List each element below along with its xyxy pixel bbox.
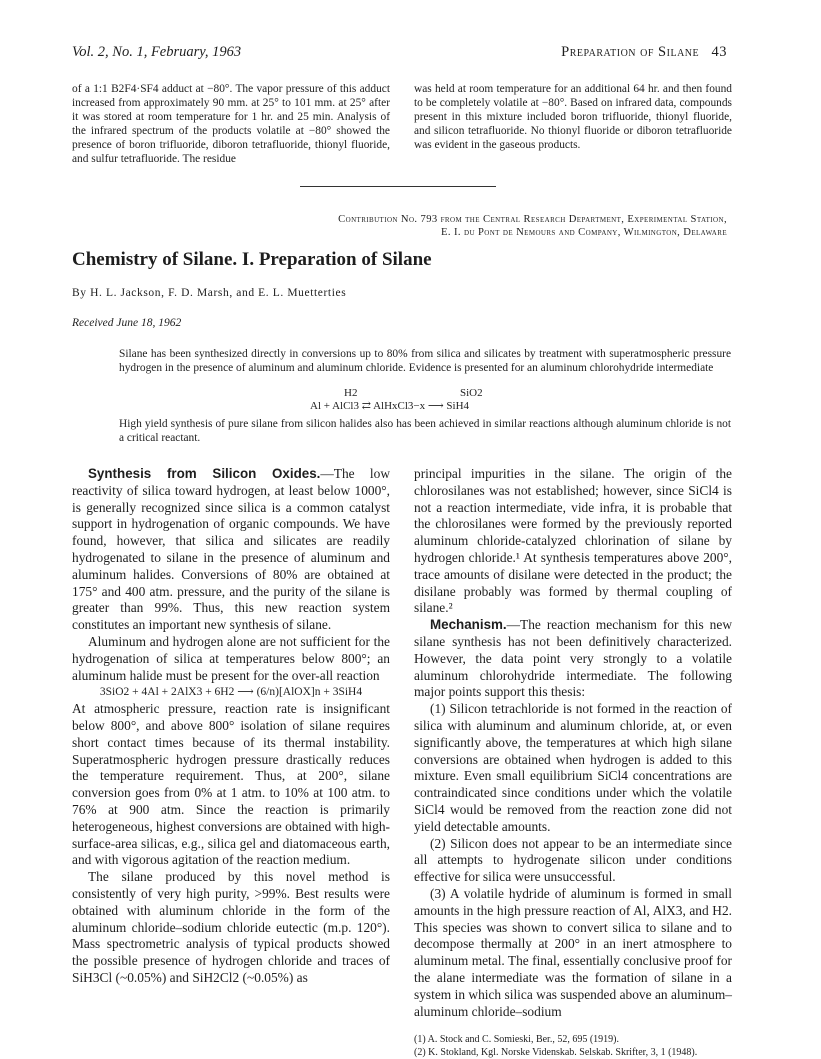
- continuation-right: was held at room temperature for an additional 64 hr. and then found to be completely volatile at −80°. Based on infrared data, compounds present in this mixture included boron trifluoride, thionyl fluoride, and silicon tetrafluoride. No thionyl fluoride or diboron tetrafluoride was evident in the gaseous products.: [414, 83, 732, 151]
- left-paragraph-4: The silane produced by this novel method is consistently of very high purity, >99%. Best results were obtained with aluminum chloride in the form of the aluminum chloride–sodium chloride eutectic (m.p. 120°). Mass spectrometric analysis of typical products showed the possible presence of hydrogen chloride and traces of SiH3Cl (~0.05%) and SiH2Cl2 (~0.05%) as: [72, 869, 390, 985]
- running-header: [561, 44, 727, 61]
- scheme-equation: Al + AlCl3 ⇄ AlHxCl3−x ⟶ SiH4: [310, 400, 470, 412]
- footnote-2: (2) K. Stokland, Kgl. Norske Videnskab. Selskab. Skrifter, 3, 1 (1948).: [414, 1046, 698, 1058]
- scheme-reagent-h2: H2: [344, 387, 358, 399]
- section-heading-synthesis: Synthesis from Silicon Oxides.: [88, 466, 321, 481]
- running-title: Preparation of Silane: [561, 44, 700, 60]
- left-paragraph-3: At atmospheric pressure, reaction rate is insignificant below 800°, and above 800° isolation of silane requires short contact times because of its thermal instability. Superatmospheric hydrogen pressure drastically reduces the temperature requirement. Thus, at 200°, silane conversion goes from 0% at 1 atm. to 10% at 100 atm. to 76% at 900 atm. Since the reaction is primarily heterogeneous, highest conversions are obtained with high-surface-area silicas, e.g., silica gel and diatomaceous earth, and with vigorous agitation of the reaction medium.: [72, 701, 390, 868]
- main-body: [72, 466, 732, 1058]
- left-paragraph-2: Aluminum and hydrogen alone are not sufficient for the hydrogenation of silica at temperatures below 800°; an aluminum halide must be present for the over-all reaction: [72, 633, 390, 683]
- reaction-equation: 3SiO2 + 4Al + 2AlX3 + 6H2 ⟶ (6/n)[AlOX]n + 3SiH4: [99, 686, 363, 699]
- left-paragraph-1: —The low reactivity of silica toward hydrogen, at least below 1000°, is generally recognized since silica is a common catalyst support in hydrogenation of organic compounds. We have found, however, that silica and silicates are readily hydrogenated to silane in the presence of aluminum and aluminum halides. Conversions of 80% are obtained at 175° and 400 atm. pressure, and the purity of the silane is greater than 99%. Thus, this new reaction system constitutes an important new synthesis of silane.: [72, 466, 390, 633]
- journal-issue: Vol. 2, No. 1, February, 1963: [72, 44, 242, 60]
- contribution-line-1: Contribution No. 793 from the Central Research Department, Experimental Station,: [338, 214, 727, 225]
- footnotes: [414, 1034, 732, 1059]
- right-paragraph-4: (2) Silicon does not appear to be an intermediate since all attempts to hydrogenate silicon under conditions effective for silica were unsuccessful.: [414, 835, 732, 885]
- right-paragraph-2: —The reaction mechanism for this new silane synthesis has not been definitively characterized. However, the data point very strongly to a volatile aluminum chlorohydride intermediate. The following major points support this thesis:: [414, 617, 732, 700]
- contribution-line-2: E. I. du Pont de Nemours and Company, Wilmington, Delaware: [441, 227, 727, 238]
- received-date: Received June 18, 1962: [72, 317, 182, 329]
- section-divider: [300, 186, 496, 187]
- article-authors: By H. L. Jackson, F. D. Marsh, and E. L. Muetterties: [72, 287, 347, 299]
- continuation-block: [72, 82, 732, 182]
- right-paragraph-5: (3) A volatile hydride of aluminum is formed in small amounts in the high pressure reaction of Al, AlX3, and H2. This species was shown to convert silica to silane and to decompose thermally at 200° in an inert atmosphere to aluminum metal. The final, essentially conclusive proof for the alane intermediate was the formation of silane in a system in which silica was suspended above an aluminum–aluminum chloride–sodium: [414, 885, 732, 1019]
- abstract-scheme: [310, 387, 550, 412]
- contribution-note: [338, 213, 727, 239]
- continuation-left: of a 1:1 B2F4·SF4 adduct at −80°. The vapor pressure of this adduct increased from approximately 90 mm. at 25° to 101 mm. at 25° after it was stored at room temperature for 1 hr. and 25 min. Analysis of the infrared spectrum of the products volatile at −80° showed the presence of boron trifluoride, diboron tetrafluoride, thionyl fluoride, and sulfur tetrafluoride. The residue: [72, 83, 390, 165]
- scheme-reagent-sio2: SiO2: [460, 387, 483, 399]
- abstract-summary: High yield synthesis of pure silane from silicon halides also has been achieved in similar reactions although aluminum chloride is not a critical reactant.: [119, 418, 731, 444]
- left-column: [72, 466, 390, 987]
- section-heading-mechanism: Mechanism.: [430, 617, 507, 633]
- right-paragraph-1: principal impurities in the silane. The origin of the chlorosilanes was not established; however, since SiCl4 is not a reaction intermediate, vide infra, it is probable that the chlorosilanes were formed by the previously reported aluminum chloride-catalyzed chlorination of silane by hydrogen chloride.¹ At synthesis temperatures above 200°, trace amounts of disilane were detected in the product; the disilane probably was formed by thermal coupling of silane.²: [414, 466, 732, 616]
- abstract-text: Silane has been synthesized directly in conversions up to 80% from silica and silicates by treatment with superatmospheric pressure hydrogen in the presence of aluminum and aluminum chloride. Evidence is presented for an aluminum chlorohydride intermediate: [119, 348, 731, 374]
- right-paragraph-3: (1) Silicon tetrachloride is not formed in the reaction of silica with aluminum and aluminum chloride, at, or even significantly above, the temperatures at which high silane conversions are obtained when hydrogen is added to this mixture. Even small equilibrium SiCl4 concentrations are contraindicated since conditions under which the volatile SiCl4 would be removed from the reaction zone did not yield detectable amounts.: [414, 701, 732, 834]
- footnote-1: (1) A. Stock and C. Somieski, Ber., 52, 695 (1919).: [414, 1034, 619, 1046]
- right-column: [414, 466, 732, 1059]
- page-number: 43: [711, 44, 727, 60]
- article-title: Chemistry of Silane. I. Preparation of Silane: [72, 249, 432, 270]
